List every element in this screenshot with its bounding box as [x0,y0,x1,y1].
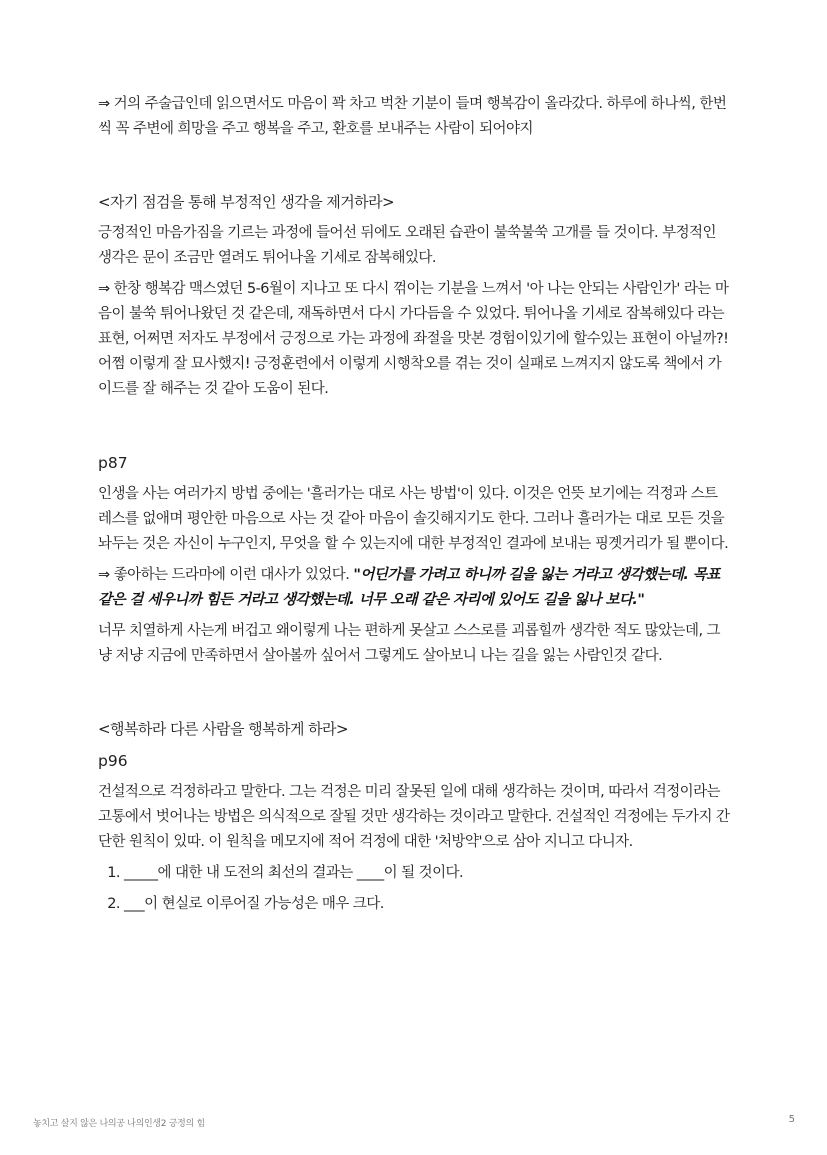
reflection-paragraph-drama [98,563,730,613]
page-reference-p87: p87 [98,454,128,472]
drama-quote: "어딘가를 가려고 하니까 길을 잃는 거라고 생각했는데. 목표 같은 걸 세우니까 힘든 거라고 생각했는데. 너무 오래 같은 자리에 있어도 길을 잃나 보다." [98,567,720,608]
worry-principles-list [98,861,730,917]
document-body [98,92,730,923]
footer-page-number: 5 [788,1114,795,1125]
quote-paragraph-negative-thoughts: 긍정적인 마음가짐을 기르는 과정에 들어선 뒤에도 오래된 습관이 불쑥불쑥 고개를 들 것이다. 부정적인 생각은 문이 조금만 열려도 튀어나올 기세로 잠복해있다. [98,225,716,266]
reflection-paragraph-2: ⇒ 한창 행복감 맥스였던 5-6월이 지나고 또 다시 꺾이는 기분을 느껴서 '아 나는 안되는 사람인가' 라는 마음이 불쑥 튀어나왔던 것 같은데, 재독하면서 다시 가다듬을 수 있었다. 튀어나올 기세로 잠복해있다 라는 표현, 어쩌면 저자도 부정에서 긍정으로 가는 과정에 좌절을 맛본 경험이있기에 할수있는 표현이 아닐까?! 어쩜 이렇게 잘 묘사했지! 긍정훈련에서 이렇게 시행착오를 겪는 것이 실패로 느껴지지 않도록 책에서 가이드를 잘 해주는 것 같아 도움이 된다. [98,281,729,397]
quote-paragraph-life-methods: 인생을 사는 여러가지 방법 중에는 '흘러가는 대로 사는 방법'이 있다. 이것은 언뜻 보기에는 걱정과 스트레스를 없애며 평안한 마음으로 사는 것 같아 마음이 솔깃해지기도 한다. 그러나 흘러가는 대로 모든 것을 놔두는 것은 자신이 누구인지, 무엇을 할 수 있는지에 대한 부정적인 결과에 보내는 핑곗거리가 될 뿐이다. [98,486,729,552]
section-heading-be-happy: <행복하라 다른 사람을 행복하게 하라> [98,720,349,738]
page-reference-p96: p96 [98,752,128,770]
drama-lead-text: ⇒ 좋아하는 드라마에 이런 대사가 있었다. [98,567,354,583]
list-item: 2. ___이 현실로 이루어질 가능성은 매우 크다. [124,892,730,917]
list-item: 1. _____에 대한 내 도전의 최선의 결과는 ____이 될 것이다. [124,861,730,886]
section-heading-self-check: <자기 점검을 통해 부정적인 생각을 제거하라> [98,193,395,211]
quote-paragraph-constructive-worry: 건설적으로 걱정하라고 말한다. 그는 걱정은 미리 잘못된 일에 대해 생각하는 것이며, 따라서 걱정이라는 고통에서 벗어나는 방법은 의식적으로 잘될 것만 생각하는 것이라고 말한다. 건설적인 걱정에는 두가지 간단한 원칙이 있따. 이 원칙을 메모지에 적어 걱정에 대한 '처방약'으로 삼아 지니고 다니자. [98,784,730,850]
reflection-paragraph-3: 너무 치열하게 사는게 버겁고 왜이렇게 나는 편하게 못살고 스스로를 괴롭힐까 생각한 적도 많았는데, 그냥 저냥 지금에 만족하면서 살아볼까 싶어서 그렇게도 살아보니 나는 길을 잃는 사람인것 같다. [98,623,721,664]
reflection-paragraph-1: ⇒ 거의 주술급인데 읽으면서도 마음이 꽉 차고 벅찬 기분이 들며 행복감이 올라갔다. 하루에 하나씩, 한번씩 꼭 주변에 희망을 주고 행복을 주고, 환호를 보내주는 사람이 되어야지 [98,96,727,137]
footer-document-title: 놓치고 살지 않은 나의공 나의인생2 긍정의 힘 [33,1119,205,1129]
